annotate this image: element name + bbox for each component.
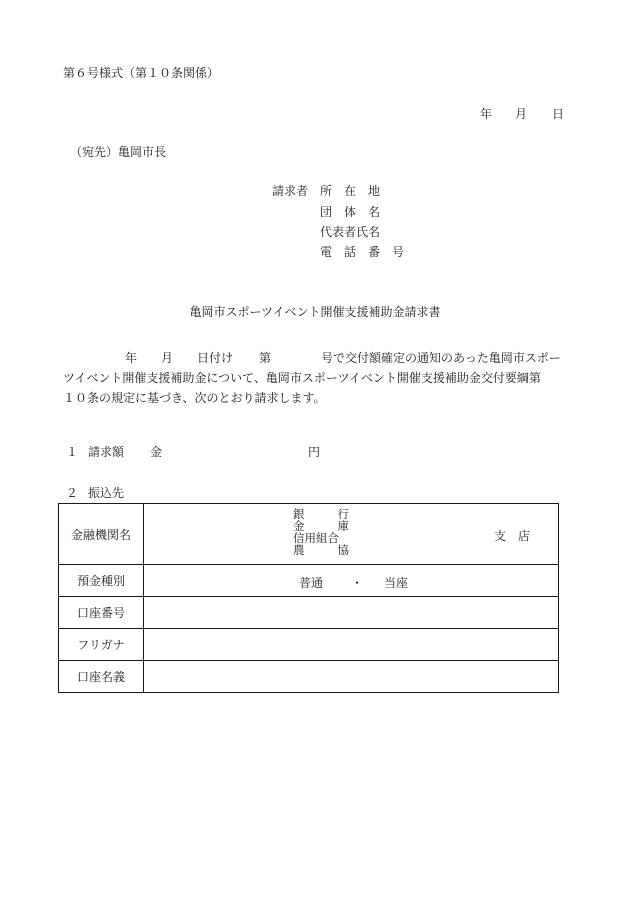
bank-type-options [293,508,349,556]
body-line1-tail: 号で交付額確定の通知のあった亀岡市スポー [321,351,561,365]
claim-unit: 円 [308,445,321,459]
body-text [63,348,573,408]
bank-type-bank: 銀 行 [293,507,349,521]
form-number: 第６号様式（第１０条関係） [63,66,220,80]
transfer-index: ２ [66,486,79,500]
document-title: 亀岡市スポーツイベント開催支援補助金請求書 [189,305,441,319]
account-number-cell[interactable] [144,597,559,629]
body-line2-text: ツイベント開催支援補助金について、亀岡市スポーツイベント開催支援補助金交付要綱第 [63,371,541,385]
date-year: 年 [480,107,493,121]
deposit-current[interactable]: 当座 [384,576,409,590]
body-line-3 [63,388,573,408]
deposit-type-label: 預金種別 [59,565,144,597]
deposit-type-cell[interactable] [144,565,559,597]
date-day: 日 [552,107,565,121]
furigana-label: フリガナ [59,629,144,661]
date-month: 月 [515,107,528,121]
applicant-phone: 電 話 番 号 [320,245,405,259]
body-number-prefix: 第 [259,351,272,365]
applicant-address: 所 在 地 [320,184,381,198]
account-number-label: 口座番号 [59,597,144,629]
branch-label: 支 店 [494,529,531,543]
institution-row [59,504,559,565]
account-holder-row [59,661,559,693]
bank-type-agri-coop: 農 協 [293,543,349,557]
institution-input-cell[interactable] [144,504,559,565]
body-line-2 [63,368,573,388]
claim-index: １ [66,445,79,459]
applicant-label: 請求者 [272,184,309,198]
body-dated: 日付け [197,351,234,365]
applicant-representative: 代表者氏名 [320,225,381,239]
account-holder-cell[interactable] [144,661,559,693]
institution-label: 金融機関名 [59,504,144,565]
addressee: （宛先）亀岡市長 [70,145,167,159]
account-number-row [59,597,559,629]
furigana-row [59,629,559,661]
deposit-separator: ・ [351,576,364,590]
bank-type-vault: 金 庫 [293,519,349,533]
body-month: 月 [161,351,174,365]
deposit-ordinary[interactable]: 普通 [299,576,324,590]
account-holder-label: 口座名義 [59,661,144,693]
applicant-org-name: 団 体 名 [320,205,381,219]
bank-account-table [58,503,559,693]
body-line3-text: １０条の規定に基づき、次のとおり請求します。 [63,391,326,405]
deposit-type-row [59,565,559,597]
furigana-cell[interactable] [144,629,559,661]
claim-label: 請求額 [88,445,125,459]
bank-type-credit-union: 信用組合 [293,531,339,545]
claim-currency-prefix: 金 [150,445,163,459]
transfer-label: 振込先 [88,486,125,500]
transfer-heading [66,487,124,499]
body-line-1 [63,348,573,368]
body-year: 年 [125,351,138,365]
